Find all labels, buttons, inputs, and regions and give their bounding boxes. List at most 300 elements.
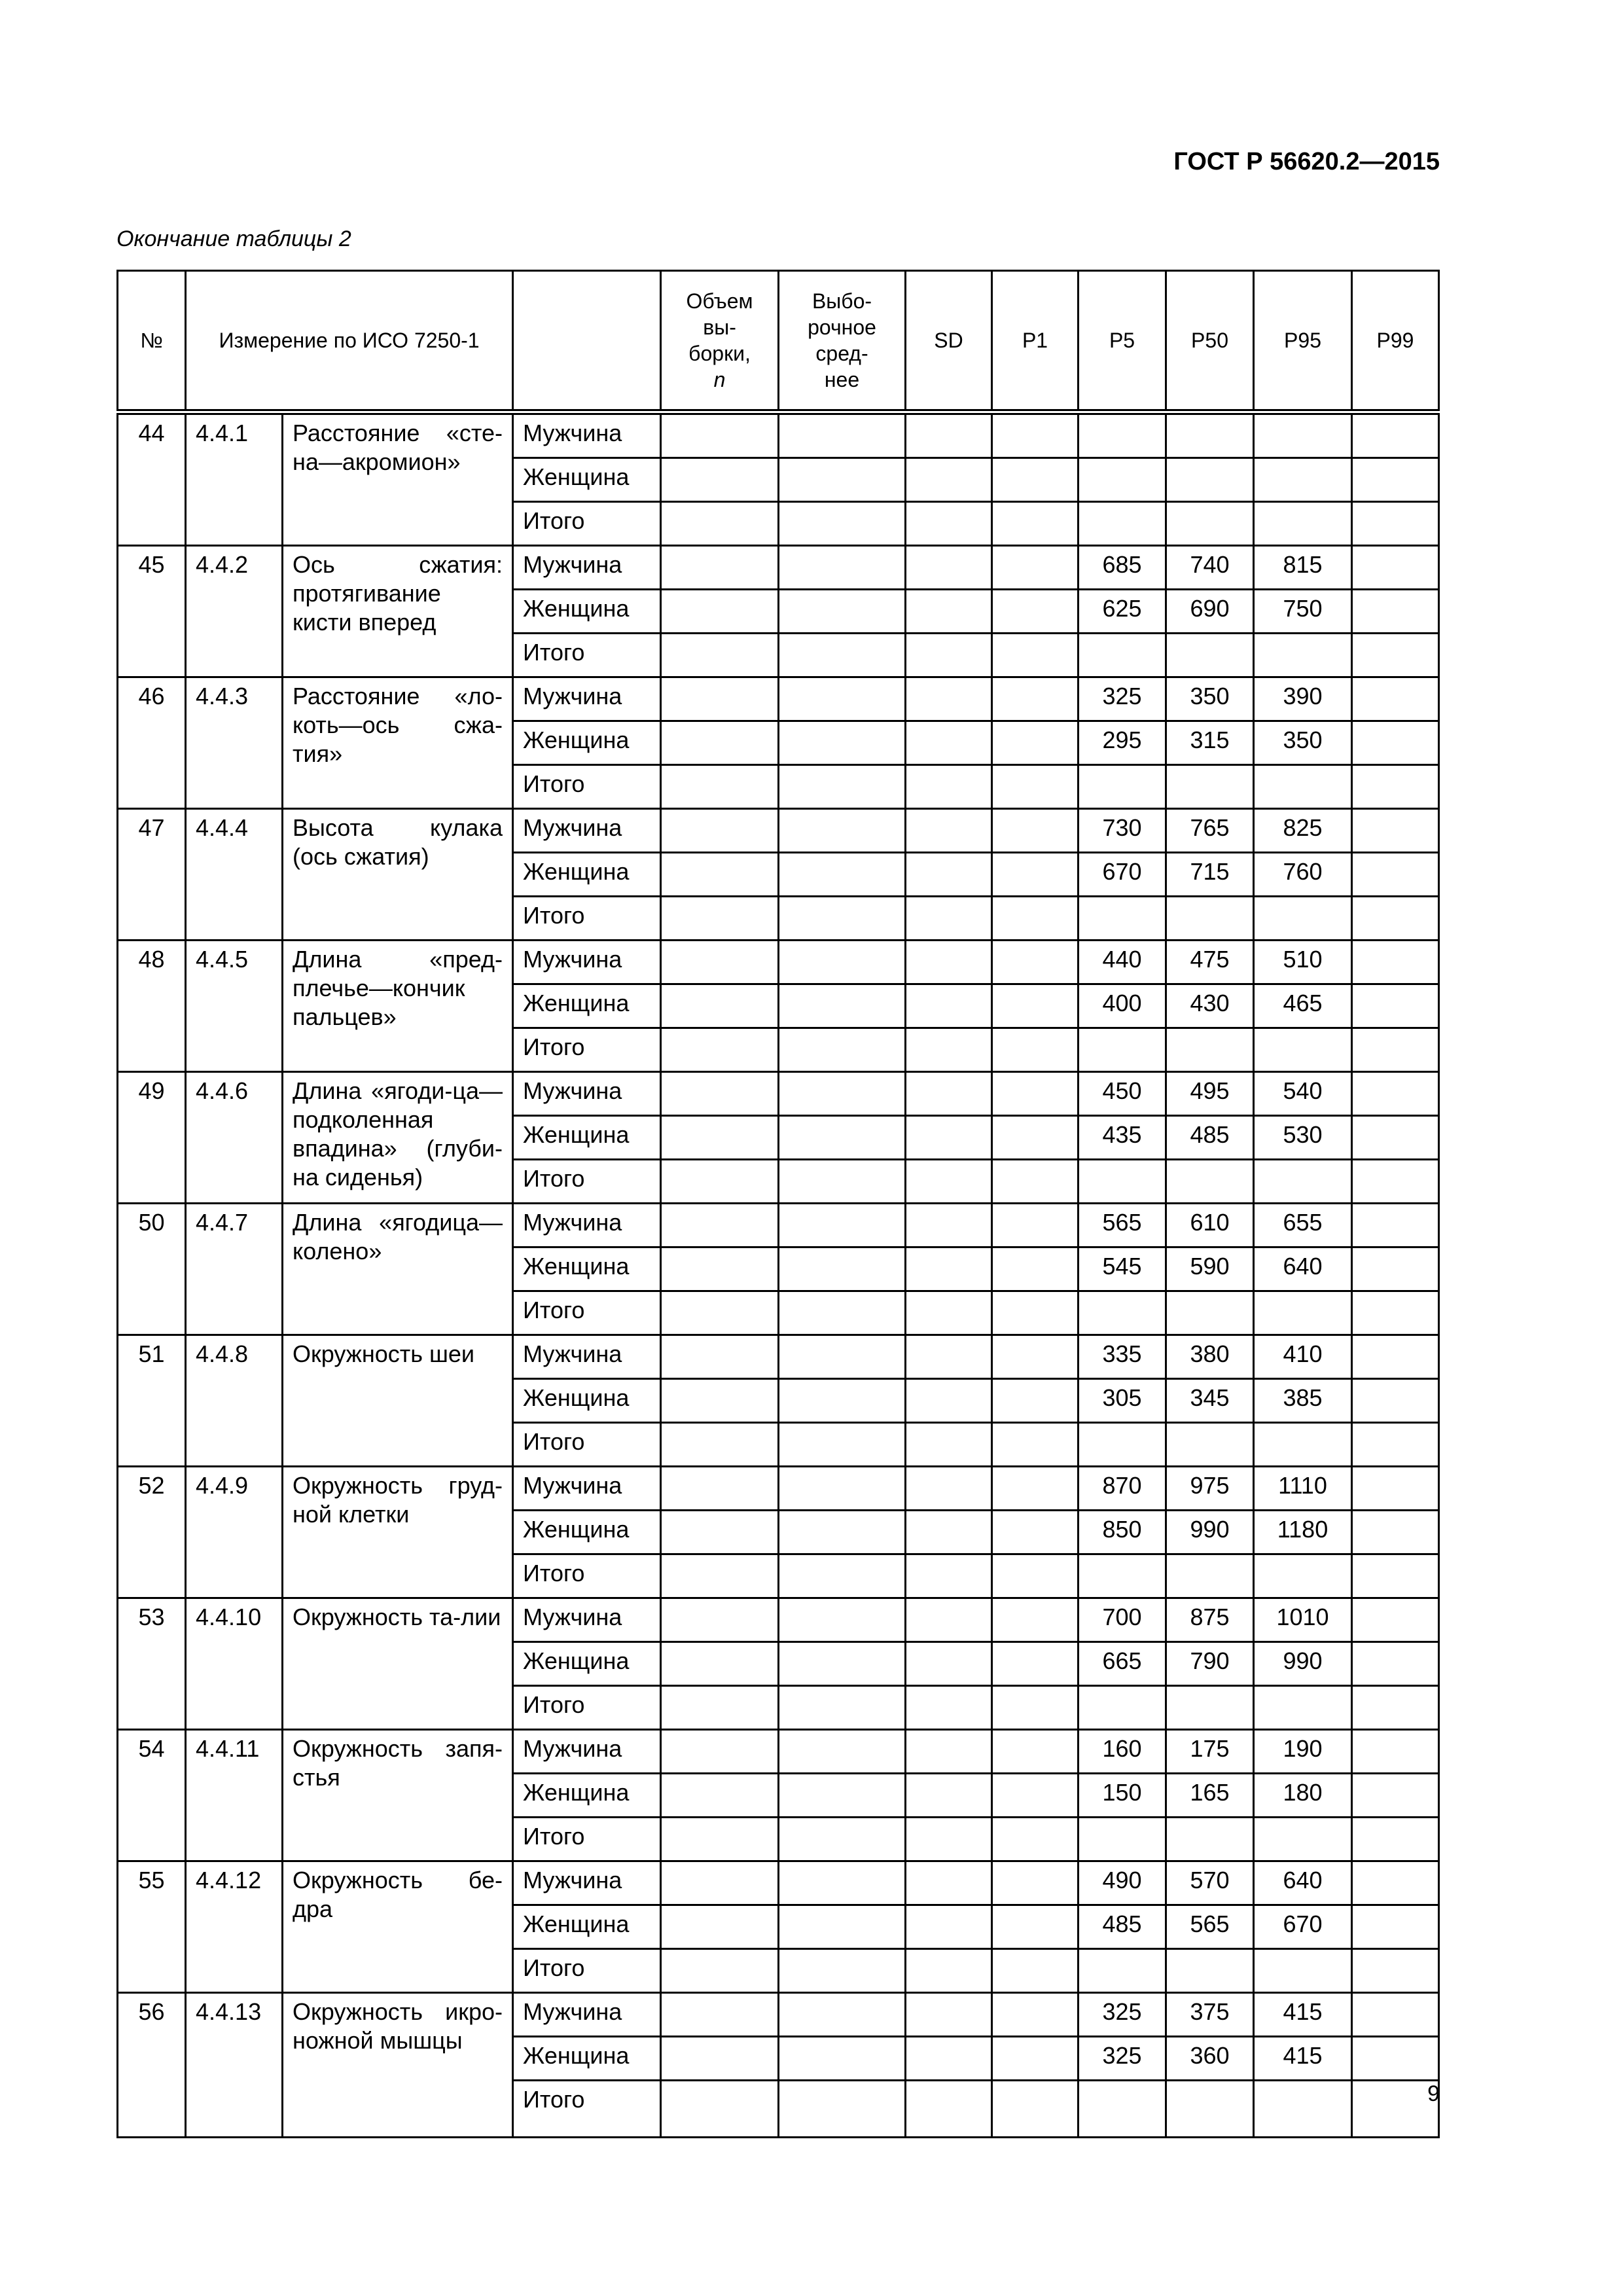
cell-p95 — [1254, 1291, 1352, 1335]
row-sex-label: Женщина — [513, 1247, 661, 1291]
cell-p50: 790 — [1166, 1642, 1254, 1686]
cell-p50: 875 — [1166, 1598, 1254, 1642]
cell-p95 — [1254, 502, 1352, 546]
cell-p5: 400 — [1079, 984, 1166, 1028]
cell-p99 — [1352, 1511, 1439, 1554]
cell-p5: 730 — [1079, 809, 1166, 853]
row-sex-label: Итого — [513, 1423, 661, 1467]
cell-sample-size — [661, 1511, 779, 1554]
cell-sample-size — [661, 1335, 779, 1379]
row-number: 56 — [118, 1993, 186, 2138]
row-sex-label: Женщина — [513, 721, 661, 765]
cell-sd — [906, 721, 992, 765]
cell-p95: 350 — [1254, 721, 1352, 765]
cell-p95: 190 — [1254, 1730, 1352, 1774]
cell-sample-mean — [779, 853, 906, 897]
row-number: 44 — [118, 412, 186, 546]
cell-sample-size — [661, 1247, 779, 1291]
row-number: 52 — [118, 1467, 186, 1598]
cell-p1 — [992, 1160, 1079, 1204]
cell-sd — [906, 1467, 992, 1511]
cell-p99 — [1352, 1642, 1439, 1686]
cell-p50: 345 — [1166, 1379, 1254, 1423]
cell-sd — [906, 546, 992, 590]
header-sample-size-symbol: n — [713, 368, 726, 391]
cell-p95 — [1254, 412, 1352, 458]
cell-p1 — [992, 941, 1079, 984]
row-measurement-name: Длина «ягоди-ца—подколенная впадина» (глуби-на сиденья) — [283, 1072, 513, 1204]
cell-sample-mean — [779, 1554, 906, 1598]
row-sex-label: Мужчина — [513, 941, 661, 984]
cell-p99 — [1352, 1335, 1439, 1379]
row-sex-label: Итого — [513, 634, 661, 677]
cell-p99 — [1352, 590, 1439, 634]
row-sex-label: Итого — [513, 502, 661, 546]
table-row — [118, 809, 1439, 853]
cell-p99 — [1352, 1861, 1439, 1905]
cell-p5: 490 — [1079, 1861, 1166, 1905]
cell-sample-mean — [779, 1072, 906, 1116]
cell-p1 — [992, 412, 1079, 458]
cell-sample-mean — [779, 502, 906, 546]
cell-p95: 825 — [1254, 809, 1352, 853]
table-row — [118, 1335, 1439, 1379]
cell-p5: 325 — [1079, 677, 1166, 721]
cell-sample-size — [661, 897, 779, 941]
cell-p5 — [1079, 1949, 1166, 1993]
table-body — [118, 412, 1439, 2138]
cell-p99 — [1352, 502, 1439, 546]
row-sex-label: Мужчина — [513, 1072, 661, 1116]
cell-sample-size — [661, 1818, 779, 1861]
cell-sample-mean — [779, 1598, 906, 1642]
cell-sample-size — [661, 1774, 779, 1818]
header-sample-mean — [779, 271, 906, 412]
cell-p50 — [1166, 502, 1254, 546]
cell-p50 — [1166, 1686, 1254, 1730]
row-measurement-name: Расстояние «сте-на—акромион» — [283, 412, 513, 546]
cell-sample-mean — [779, 721, 906, 765]
cell-p95: 750 — [1254, 590, 1352, 634]
cell-sample-mean — [779, 458, 906, 502]
cell-p50 — [1166, 897, 1254, 941]
cell-sample-size — [661, 546, 779, 590]
cell-p1 — [992, 1423, 1079, 1467]
cell-sample-size — [661, 984, 779, 1028]
row-sex-label: Мужчина — [513, 1993, 661, 2037]
row-code: 4.4.9 — [186, 1467, 283, 1598]
cell-p1 — [992, 1291, 1079, 1335]
cell-sample-mean — [779, 1993, 906, 2037]
cell-p99 — [1352, 984, 1439, 1028]
cell-p5 — [1079, 765, 1166, 809]
cell-p1 — [992, 984, 1079, 1028]
cell-sample-size — [661, 1730, 779, 1774]
header-sample-size-line: Объем — [686, 289, 753, 313]
header-sample-mean-line: рочное — [808, 315, 876, 339]
cell-p99 — [1352, 897, 1439, 941]
cell-sd — [906, 1905, 992, 1949]
header-p95: P95 — [1254, 271, 1352, 412]
row-sex-label: Мужчина — [513, 809, 661, 853]
cell-p50: 360 — [1166, 2037, 1254, 2081]
cell-sd — [906, 897, 992, 941]
cell-p99 — [1352, 853, 1439, 897]
cell-p50: 975 — [1166, 1467, 1254, 1511]
cell-p50 — [1166, 1554, 1254, 1598]
cell-sd — [906, 634, 992, 677]
cell-sample-size — [661, 809, 779, 853]
cell-p5 — [1079, 502, 1166, 546]
row-sex-label: Мужчина — [513, 1204, 661, 1247]
cell-sample-size — [661, 941, 779, 984]
cell-p5 — [1079, 634, 1166, 677]
cell-p50 — [1166, 1291, 1254, 1335]
cell-p50: 475 — [1166, 941, 1254, 984]
cell-sample-mean — [779, 634, 906, 677]
cell-p1 — [992, 1467, 1079, 1511]
cell-p95 — [1254, 765, 1352, 809]
cell-sd — [906, 1686, 992, 1730]
cell-p99 — [1352, 941, 1439, 984]
row-measurement-name: Окружность груд-ной клетки — [283, 1467, 513, 1598]
cell-p99 — [1352, 765, 1439, 809]
row-sex-label: Мужчина — [513, 1598, 661, 1642]
cell-p99 — [1352, 1204, 1439, 1247]
row-sex-label: Итого — [513, 1686, 661, 1730]
cell-p1 — [992, 1028, 1079, 1072]
cell-p5 — [1079, 1818, 1166, 1861]
cell-p1 — [992, 2081, 1079, 2138]
cell-sample-mean — [779, 2081, 906, 2138]
header-sample-mean-line: нее — [824, 368, 860, 391]
cell-p95: 990 — [1254, 1642, 1352, 1686]
cell-sample-size — [661, 634, 779, 677]
row-number: 49 — [118, 1072, 186, 1204]
cell-sample-mean — [779, 1686, 906, 1730]
header-sex — [513, 271, 661, 412]
cell-p50: 740 — [1166, 546, 1254, 590]
cell-p99 — [1352, 1072, 1439, 1116]
row-sex-label: Итого — [513, 1818, 661, 1861]
row-measurement-name: Окружность бе-дра — [283, 1861, 513, 1993]
cell-p95 — [1254, 634, 1352, 677]
cell-sample-size — [661, 412, 779, 458]
cell-sd — [906, 590, 992, 634]
row-number: 50 — [118, 1204, 186, 1335]
cell-p50: 565 — [1166, 1905, 1254, 1949]
cell-p5 — [1079, 1160, 1166, 1204]
cell-p99 — [1352, 809, 1439, 853]
cell-p50 — [1166, 2081, 1254, 2138]
table-row — [118, 546, 1439, 590]
cell-sample-mean — [779, 941, 906, 984]
cell-sd — [906, 1598, 992, 1642]
header-sample-mean-line: сред- — [815, 342, 868, 365]
cell-sd — [906, 2037, 992, 2081]
cell-sample-mean — [779, 590, 906, 634]
table-row — [118, 412, 1439, 458]
cell-sd — [906, 1642, 992, 1686]
cell-sd — [906, 765, 992, 809]
cell-sample-mean — [779, 1467, 906, 1511]
cell-p95: 390 — [1254, 677, 1352, 721]
row-measurement-name: Окружность шеи — [283, 1335, 513, 1467]
cell-sample-size — [661, 1642, 779, 1686]
cell-p5: 160 — [1079, 1730, 1166, 1774]
cell-sample-mean — [779, 546, 906, 590]
cell-p1 — [992, 634, 1079, 677]
cell-p50: 430 — [1166, 984, 1254, 1028]
cell-sample-mean — [779, 1028, 906, 1072]
row-sex-label: Итого — [513, 1291, 661, 1335]
cell-sample-size — [661, 1028, 779, 1072]
row-number: 55 — [118, 1861, 186, 1993]
cell-p95: 415 — [1254, 2037, 1352, 2081]
row-sex-label: Женщина — [513, 590, 661, 634]
row-sex-label: Итого — [513, 1554, 661, 1598]
cell-p5: 450 — [1079, 1072, 1166, 1116]
cell-p1 — [992, 590, 1079, 634]
row-sex-label: Итого — [513, 897, 661, 941]
cell-p5: 435 — [1079, 1116, 1166, 1160]
cell-sample-size — [661, 1467, 779, 1511]
row-code: 4.4.10 — [186, 1598, 283, 1730]
cell-sample-size — [661, 677, 779, 721]
table-row — [118, 1204, 1439, 1247]
header-sample-mean-line: Выбо- — [812, 289, 872, 313]
cell-p50: 590 — [1166, 1247, 1254, 1291]
cell-p95: 1180 — [1254, 1511, 1352, 1554]
cell-p99 — [1352, 1379, 1439, 1423]
row-sex-label: Женщина — [513, 1511, 661, 1554]
cell-sample-mean — [779, 809, 906, 853]
cell-sample-mean — [779, 1116, 906, 1160]
header-p99: P99 — [1352, 271, 1439, 412]
row-sex-label: Итого — [513, 1028, 661, 1072]
cell-p50: 495 — [1166, 1072, 1254, 1116]
cell-p50 — [1166, 458, 1254, 502]
cell-sd — [906, 1423, 992, 1467]
cell-p5 — [1079, 2081, 1166, 2138]
cell-p1 — [992, 1511, 1079, 1554]
cell-p5 — [1079, 1291, 1166, 1335]
row-number: 51 — [118, 1335, 186, 1467]
cell-p99 — [1352, 1423, 1439, 1467]
cell-p95: 1110 — [1254, 1467, 1352, 1511]
row-measurement-name: Окружность запя-стья — [283, 1730, 513, 1861]
cell-sd — [906, 1247, 992, 1291]
cell-p1 — [992, 1335, 1079, 1379]
cell-sd — [906, 853, 992, 897]
cell-sample-mean — [779, 1642, 906, 1686]
table-caption: Окончание таблицы 2 — [116, 226, 351, 251]
row-code: 4.4.3 — [186, 677, 283, 809]
row-number: 47 — [118, 809, 186, 941]
cell-p5 — [1079, 1423, 1166, 1467]
row-sex-label: Мужчина — [513, 677, 661, 721]
row-measurement-name: Длина «ягодица—колено» — [283, 1204, 513, 1335]
cell-sd — [906, 1993, 992, 2037]
row-sex-label: Мужчина — [513, 1730, 661, 1774]
header-p5: P5 — [1079, 271, 1166, 412]
row-code: 4.4.12 — [186, 1861, 283, 1993]
row-sex-label: Женщина — [513, 1905, 661, 1949]
cell-sample-mean — [779, 1423, 906, 1467]
cell-sd — [906, 1730, 992, 1774]
row-number: 48 — [118, 941, 186, 1072]
table-row — [118, 1993, 1439, 2037]
cell-p1 — [992, 677, 1079, 721]
cell-p50: 485 — [1166, 1116, 1254, 1160]
header-p1: P1 — [992, 271, 1079, 412]
cell-p95 — [1254, 1686, 1352, 1730]
row-code: 4.4.2 — [186, 546, 283, 677]
cell-sample-size — [661, 721, 779, 765]
cell-p5: 625 — [1079, 590, 1166, 634]
cell-p1 — [992, 502, 1079, 546]
header-no: № — [118, 271, 186, 412]
cell-p1 — [992, 1379, 1079, 1423]
cell-sample-size — [661, 458, 779, 502]
cell-p99 — [1352, 1554, 1439, 1598]
cell-p99 — [1352, 721, 1439, 765]
cell-p95: 1010 — [1254, 1598, 1352, 1642]
cell-p99 — [1352, 634, 1439, 677]
cell-sd — [906, 941, 992, 984]
cell-sample-mean — [779, 1247, 906, 1291]
cell-p99 — [1352, 1774, 1439, 1818]
cell-p50: 315 — [1166, 721, 1254, 765]
cell-p1 — [992, 721, 1079, 765]
cell-p95: 180 — [1254, 1774, 1352, 1818]
cell-p5: 440 — [1079, 941, 1166, 984]
cell-p5: 325 — [1079, 2037, 1166, 2081]
cell-p1 — [992, 1905, 1079, 1949]
cell-p50 — [1166, 412, 1254, 458]
page-number: 9 — [1427, 2081, 1440, 2106]
cell-sample-size — [661, 502, 779, 546]
cell-p5: 305 — [1079, 1379, 1166, 1423]
cell-p50: 715 — [1166, 853, 1254, 897]
cell-p95: 540 — [1254, 1072, 1352, 1116]
cell-sd — [906, 412, 992, 458]
row-number: 45 — [118, 546, 186, 677]
row-code: 4.4.8 — [186, 1335, 283, 1467]
cell-p99 — [1352, 1247, 1439, 1291]
cell-p95: 530 — [1254, 1116, 1352, 1160]
header-sample-size-line: вы- — [703, 315, 736, 339]
cell-p50: 175 — [1166, 1730, 1254, 1774]
cell-p1 — [992, 1247, 1079, 1291]
cell-p1 — [992, 1774, 1079, 1818]
cell-p5 — [1079, 458, 1166, 502]
cell-sample-size — [661, 1554, 779, 1598]
cell-sd — [906, 1774, 992, 1818]
cell-p99 — [1352, 1028, 1439, 1072]
cell-p95: 510 — [1254, 941, 1352, 984]
cell-sd — [906, 1949, 992, 1993]
cell-p99 — [1352, 1905, 1439, 1949]
cell-sd — [906, 1160, 992, 1204]
row-sex-label: Итого — [513, 1160, 661, 1204]
cell-sd — [906, 809, 992, 853]
cell-sd — [906, 1291, 992, 1335]
row-measurement-name: Ось сжатия: протягивание кисти вперед — [283, 546, 513, 677]
cell-sample-size — [661, 1204, 779, 1247]
cell-p95: 385 — [1254, 1379, 1352, 1423]
cell-p50: 380 — [1166, 1335, 1254, 1379]
cell-p5: 325 — [1079, 1993, 1166, 2037]
cell-p99 — [1352, 1291, 1439, 1335]
cell-sample-mean — [779, 2037, 906, 2081]
document-code: ГОСТ Р 56620.2—2015 — [1173, 148, 1440, 175]
cell-sd — [906, 1116, 992, 1160]
row-sex-label: Женщина — [513, 853, 661, 897]
cell-p99 — [1352, 1686, 1439, 1730]
row-sex-label: Итого — [513, 2081, 661, 2138]
cell-sample-size — [661, 590, 779, 634]
cell-p50: 165 — [1166, 1774, 1254, 1818]
cell-sample-mean — [779, 1905, 906, 1949]
cell-p1 — [992, 1730, 1079, 1774]
cell-p1 — [992, 765, 1079, 809]
cell-p1 — [992, 1204, 1079, 1247]
row-sex-label: Итого — [513, 1949, 661, 1993]
cell-sd — [906, 1379, 992, 1423]
cell-sd — [906, 1072, 992, 1116]
cell-sample-mean — [779, 1204, 906, 1247]
cell-sample-size — [661, 1291, 779, 1335]
cell-p5 — [1079, 1554, 1166, 1598]
cell-sample-size — [661, 1160, 779, 1204]
cell-p5: 870 — [1079, 1467, 1166, 1511]
cell-p95 — [1254, 1028, 1352, 1072]
row-sex-label: Мужчина — [513, 1335, 661, 1379]
cell-sample-mean — [779, 1774, 906, 1818]
cell-p1 — [992, 1686, 1079, 1730]
row-sex-label: Женщина — [513, 458, 661, 502]
cell-p99 — [1352, 2037, 1439, 2081]
cell-p5: 545 — [1079, 1247, 1166, 1291]
cell-p95 — [1254, 1423, 1352, 1467]
cell-p50: 350 — [1166, 677, 1254, 721]
cell-p99 — [1352, 1116, 1439, 1160]
cell-sd — [906, 1028, 992, 1072]
cell-p50 — [1166, 1423, 1254, 1467]
cell-p1 — [992, 458, 1079, 502]
cell-p50 — [1166, 765, 1254, 809]
cell-p95: 670 — [1254, 1905, 1352, 1949]
cell-sample-size — [661, 1423, 779, 1467]
cell-sd — [906, 1554, 992, 1598]
cell-p50 — [1166, 1818, 1254, 1861]
cell-sample-size — [661, 1993, 779, 2037]
cell-p5 — [1079, 1028, 1166, 1072]
cell-p95 — [1254, 1949, 1352, 1993]
cell-p95 — [1254, 1554, 1352, 1598]
row-number: 53 — [118, 1598, 186, 1730]
cell-p95: 465 — [1254, 984, 1352, 1028]
cell-p99 — [1352, 1730, 1439, 1774]
cell-p95: 640 — [1254, 1247, 1352, 1291]
cell-p5 — [1079, 412, 1166, 458]
row-sex-label: Итого — [513, 765, 661, 809]
cell-p95: 760 — [1254, 853, 1352, 897]
cell-sample-mean — [779, 1818, 906, 1861]
table-header-row — [118, 271, 1439, 412]
cell-p5: 335 — [1079, 1335, 1166, 1379]
